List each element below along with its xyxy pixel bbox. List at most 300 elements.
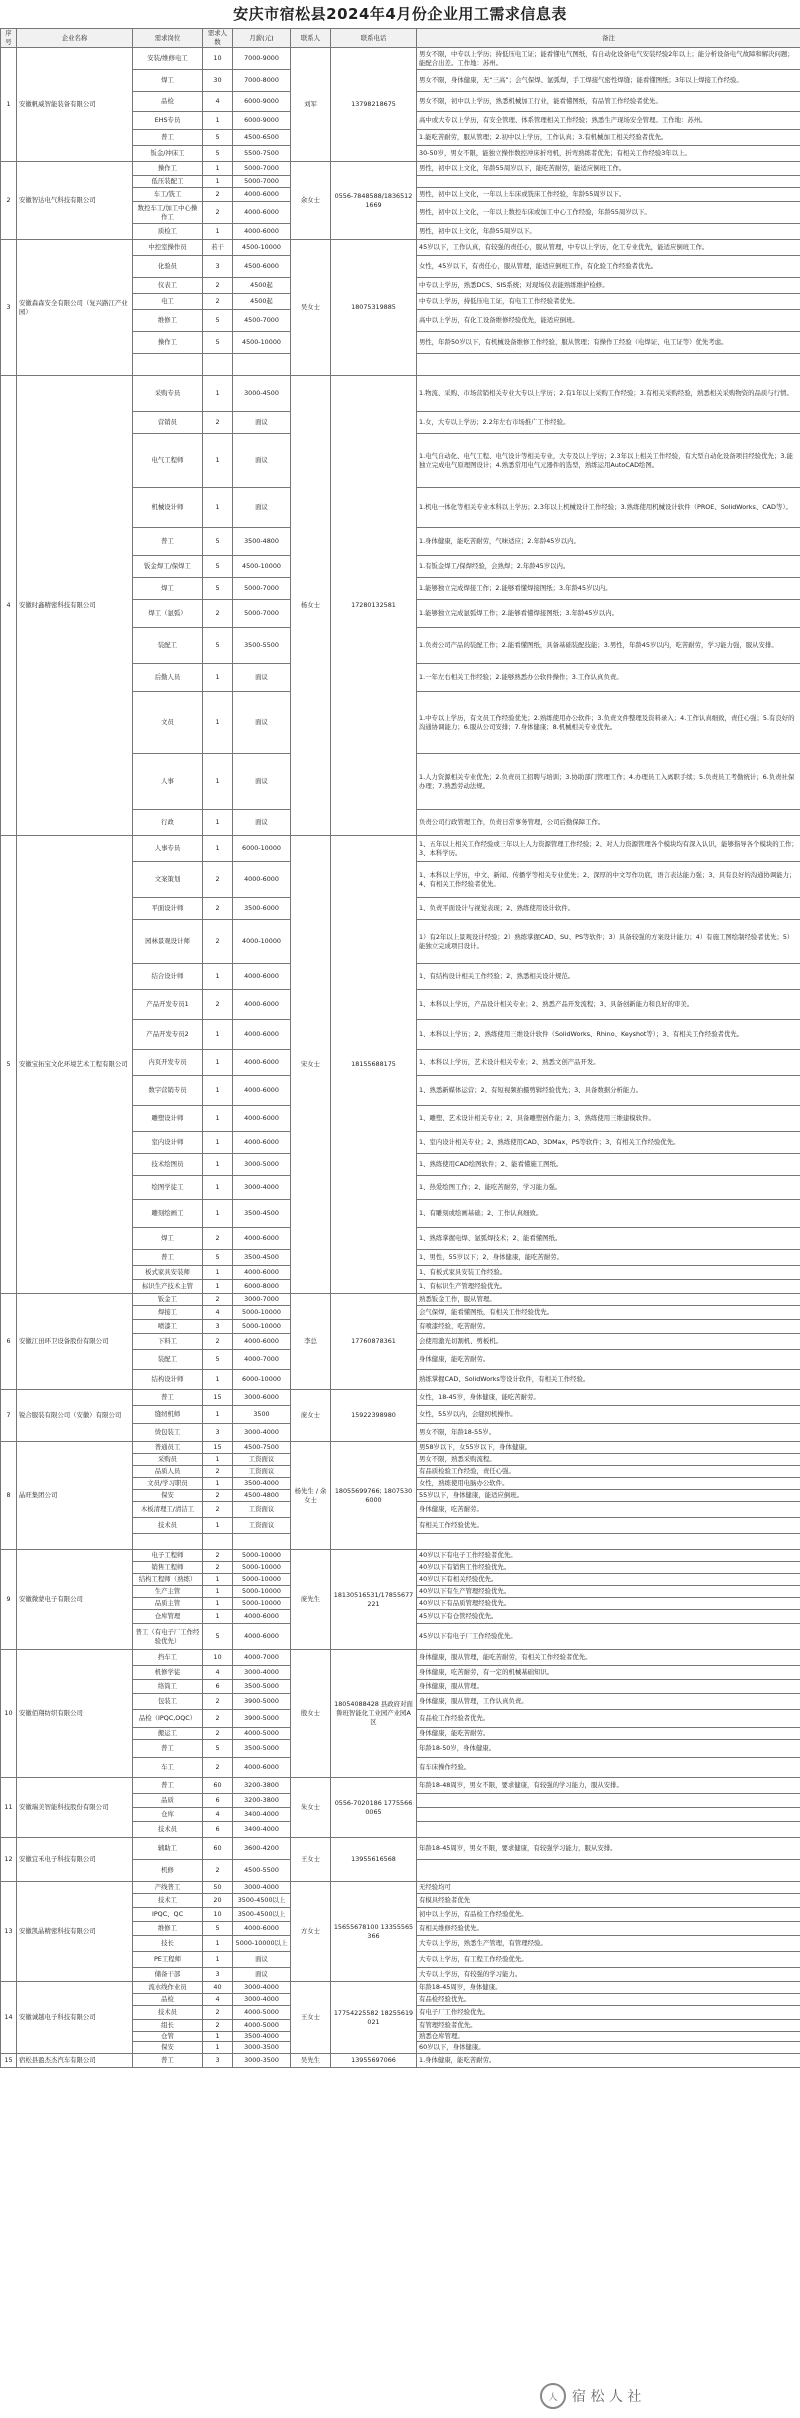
job-salary: 面议 [233,692,291,754]
contact-person: 余女士 [291,162,331,240]
job-title: 储备干部 [133,1968,203,1982]
job-title: 普工（有电子厂工作经验优先） [133,1624,203,1650]
row-number: 7 [1,1390,17,1442]
job-count: 10 [203,1650,233,1666]
job-title: 钣金工 [133,1294,203,1306]
contact-person: 刘军 [291,48,331,162]
job-count: 4 [203,92,233,112]
header-job: 需求岗位 [133,29,203,48]
job-note: 初中以上学历，有品检工作经验优先。 [417,1908,800,1922]
contact-person: 王女士 [291,1838,331,1882]
job-salary: 4000-6000 [233,1228,291,1250]
job-title [133,354,203,376]
job-note: 1、本科以上学历，艺术设计相关专业；2、熟悉文创产品开发。 [417,1050,800,1076]
job-title [133,1534,203,1550]
job-salary: 6000-9000 [233,92,291,112]
job-count: 2 [203,1294,233,1306]
row-number: 3 [1,240,17,376]
job-title: 焊接工 [133,1306,203,1320]
job-note: 有管理经验者优先。 [417,2020,800,2032]
job-count: 3 [203,2054,233,2068]
job-salary: 3600-4200 [233,1838,291,1860]
job-note: 高中或大专以上学历，有安全管理、体系管理相关工作经验；熟悉生产现场安全管理。工作地：苏州。 [417,112,800,130]
job-note: 年龄18-50岁，身体健康。 [417,1740,800,1758]
job-title: 文员/学习职员 [133,1478,203,1490]
job-count: 1 [203,1076,233,1106]
job-title: 数字营销专员 [133,1076,203,1106]
job-note [417,354,800,376]
job-count: 2 [203,1550,233,1562]
job-count: 3 [203,256,233,278]
job-salary: 5000-10000 [233,1320,291,1334]
job-salary: 5000-10000 [233,1562,291,1574]
job-title: 产线普工 [133,1882,203,1894]
job-count: 2 [203,412,233,434]
contact-person: 王女士 [291,1982,331,2054]
contact-person: 方女士 [291,1882,331,1982]
job-note: 45岁以下有电子厂工作经验优先。 [417,1624,800,1650]
job-salary: 4500-6000 [233,256,291,278]
job-note: 1、雕塑、艺术设计相关专业；2、具备雕塑创作能力；3、熟练使用三维建模软件。 [417,1106,800,1132]
job-count: 2 [203,600,233,628]
job-title: 维修工 [133,310,203,332]
job-title: 文员 [133,692,203,754]
job-count: 5 [203,1922,233,1936]
job-title: 质检工 [133,224,203,240]
job-title: 技术工 [133,1894,203,1908]
contact-phone: 13798218675 [331,48,417,162]
job-count: 1 [203,1598,233,1610]
job-note: 1.一年左右相关工作经验；2.能够熟悉办公软件操作；3.工作认真负责。 [417,664,800,692]
job-title: 仓库管理 [133,1610,203,1624]
job-salary: 6000-10000 [233,1370,291,1390]
job-title: IPQC、QC [133,1908,203,1922]
job-count: 2 [203,2006,233,2020]
job-count: 2 [203,1502,233,1518]
job-count: 1 [203,1154,233,1176]
job-note [417,176,800,188]
contact-phone: 15655678100 13355565366 [331,1882,417,1982]
job-note: 男性，初中以上文化，年龄55周岁以下。 [417,224,800,240]
job-salary: 工资面议 [233,1454,291,1466]
job-table [0,28,800,2068]
company-name: 安徽佰翔纺织有限公司 [17,1650,133,1778]
job-count: 1 [203,754,233,810]
job-title: 雕刻绘画工 [133,1200,203,1228]
job-count: 1 [203,1406,233,1424]
job-count: 10 [203,1908,233,1922]
job-count: 5 [203,556,233,578]
job-title: 烫包装工 [133,1424,203,1442]
job-note: 1、五年以上相关工作经验或三年以上人力资源管理工作经验；2、对人力资源管理各个模块均有深入认识，能够指导各个模块的工作；3、本科学历。 [417,836,800,862]
job-salary: 面议 [233,434,291,488]
job-note: 会使用激光切割机、剪板机。 [417,1334,800,1350]
table-row [1,1294,800,1306]
job-salary: 3500-4500以上 [233,1894,291,1908]
job-count: 1 [203,964,233,990]
job-title: 数控车工/加工中心操作工 [133,202,203,224]
row-number: 8 [1,1442,17,1550]
job-count: 1 [203,810,233,836]
job-title: 机修学徒 [133,1666,203,1680]
job-salary: 4000-6000 [233,1758,291,1778]
job-salary: 面议 [233,754,291,810]
header-contact: 联系人 [291,29,331,48]
job-count: 1 [203,162,233,176]
job-salary: 4000-6000 [233,1624,291,1650]
contact-phone: 13955616568 [331,1838,417,1882]
contact-phone: 18054088428 县政府对面鲁班智能化工业园产业园A区 [331,1650,417,1778]
job-count: 2 [203,1710,233,1728]
job-title: 安装/维修电工 [133,48,203,70]
job-salary: 4000-7000 [233,1350,291,1370]
job-title: 人事专员 [133,836,203,862]
row-number: 6 [1,1294,17,1390]
job-note: 有车床操作经验。 [417,1758,800,1778]
job-count: 2 [203,1694,233,1710]
job-salary: 3000-4000 [233,1994,291,2006]
job-title: 车工 [133,1758,203,1778]
job-note: 1、本科以上学历；2、熟练使用三维设计软件（SolidWorks、Rhino、Keyshot等）；3、有相关工作经验者优先。 [417,1020,800,1050]
contact-phone: 18055699766; 18075306000 [331,1442,417,1550]
contact-phone: 17754225582 18255619021 [331,1982,417,2054]
job-salary: 6000-8000 [233,1280,291,1294]
watermark-logo-icon: 人 [540,2383,566,2409]
job-count: 6 [203,1794,233,1808]
job-count: 2 [203,990,233,1020]
contact-person: 吴女士 [291,240,331,376]
job-title: 下料工 [133,1334,203,1350]
contact-person: 朱女士 [291,1778,331,1838]
job-title: 雕塑设计师 [133,1106,203,1132]
job-title: 焊工 [133,578,203,600]
job-title: 结构工程师（熟练） [133,1574,203,1586]
job-title: 园林景观设计师 [133,920,203,964]
job-count: 1 [203,1952,233,1968]
job-count: 1 [203,1106,233,1132]
job-note: 中专以上学历，熟悉DCS、SIS系统；对现场仪表能熟练维护检修。 [417,278,800,294]
job-title: 钣金焊工/保焊工 [133,556,203,578]
job-note: 熟练掌握CAD、SolidWorks等设计软件，有相关工作经验。 [417,1370,800,1390]
table-row [1,1442,800,1454]
job-note: 40岁以下有生产管理经验优先。 [417,1586,800,1598]
job-salary: 3500-5000 [233,1680,291,1694]
job-count: 3 [203,1424,233,1442]
job-title: 包装工 [133,1694,203,1710]
job-note: 45岁以下，工作认真，有较强的责任心，服从管理，中专以上学历，化工专业优先，能适应倒班工作。 [417,240,800,256]
job-note: 大专以上学历，有工程工作经验优先。 [417,1952,800,1968]
job-note: 1、本科以上学历，产品设计相关专业；2、熟悉产品开发流程；3、具备创新能力和良好的审美。 [417,990,800,1020]
job-salary: 3000-4000 [233,1882,291,1894]
job-note: 1.女，大专以上学历；2.2年左右市场推广工作经验。 [417,412,800,434]
job-count: 20 [203,1894,233,1908]
job-count: 1 [203,664,233,692]
job-salary: 4000-6000 [233,990,291,1020]
job-count: 2 [203,2020,233,2032]
job-title: 仓管 [133,2032,203,2042]
job-salary: 4500-7000 [233,310,291,332]
row-number: 1 [1,48,17,162]
job-note: 1、男性，55岁以下；2、身体健康，能吃苦耐劳。 [417,1250,800,1266]
contact-person: 杨女士 [291,376,331,836]
job-note [417,1860,800,1882]
job-salary: 4500-4800 [233,1490,291,1502]
job-salary: 面议 [233,412,291,434]
job-count: 1 [203,376,233,412]
job-count: 50 [203,1882,233,1894]
table-row [1,836,800,862]
job-salary: 3400-4000 [233,1822,291,1838]
job-title: 焊工 [133,70,203,92]
job-count: 1 [203,1936,233,1952]
job-note: 熟悉仓库管理。 [417,2032,800,2042]
job-salary: 4000-6000 [233,188,291,202]
job-note: 男女不限，年龄18-55岁。 [417,1424,800,1442]
job-count: 2 [203,1334,233,1350]
job-note: 有品检工作经验者优先。 [417,1710,800,1728]
job-count: 2 [203,278,233,294]
job-title: 普工 [133,1250,203,1266]
header-phone: 联系电话 [331,29,417,48]
job-salary: 5000-10000 [233,1586,291,1598]
job-count: 5 [203,1250,233,1266]
job-note: 男女不限，初中以上学历，熟悉机械加工行业，能看懂图纸，有品管工作经验者优先。 [417,92,800,112]
job-count: 5 [203,332,233,354]
job-salary [233,1534,291,1550]
job-salary: 3200-3800 [233,1778,291,1794]
job-title: 普工 [133,2054,203,2068]
job-salary: 4000-6000 [233,1334,291,1350]
job-count: 4 [203,1808,233,1822]
header-no: 序号 [1,29,17,48]
job-salary: 4000-6000 [233,1922,291,1936]
job-title: 品检 [133,1994,203,2006]
job-count: 1 [203,1050,233,1076]
row-number: 15 [1,2054,17,2068]
job-title: 车工/铣工 [133,188,203,202]
job-salary: 4000-6000 [233,964,291,990]
job-note: 女性，45岁以下，有责任心，服从管理，能适应倒班工作，有化验工作经验者优先。 [417,256,800,278]
contact-person: 庞女士 [291,1390,331,1442]
job-note: 有电子厂工作经验优先。 [417,2006,800,2020]
job-note: 身体健康，能吃苦耐劳。 [417,1350,800,1370]
job-salary: 4500-10000 [233,556,291,578]
job-note [417,1822,800,1838]
job-note: 中专以上学历，持低压电工证，有电工工作经验者优先。 [417,294,800,310]
job-count: 1 [203,1478,233,1490]
job-salary: 4000-10000 [233,920,291,964]
contact-phone: 13955697066 [331,2054,417,2068]
job-salary: 4500-5500 [233,1860,291,1882]
job-title: PE工程师 [133,1952,203,1968]
row-number: 10 [1,1650,17,1778]
job-note: 身体健康，服从管理，工作认真负责。 [417,1694,800,1710]
job-note: 有品质检验工作经验，责任心强。 [417,1466,800,1478]
job-note: 1、熟悉新媒体运营；2、有短视频拍摄剪辑经验优先；3、具备数据分析能力。 [417,1076,800,1106]
job-title: 后勤人员 [133,664,203,692]
job-salary: 3000-5000 [233,1154,291,1176]
job-count: 3 [203,1320,233,1334]
job-title: 文案策划 [133,862,203,898]
job-count: 2 [203,1466,233,1478]
job-note: 年龄18-48周岁，男女不限，要求健康，有较强的学习能力，服从安排。 [417,1778,800,1794]
job-salary: 3000-4000 [233,1666,291,1680]
job-salary: 4000-6000 [233,1132,291,1154]
job-salary: 面议 [233,810,291,836]
job-note: 女性，55岁以内，会缝纫机操作。 [417,1406,800,1424]
job-salary: 5000-7000 [233,162,291,176]
job-count: 2 [203,1860,233,1882]
table-row [1,1390,800,1406]
table-row [1,1982,800,1994]
job-salary: 面议 [233,488,291,528]
job-title: 普工 [133,1390,203,1406]
job-salary: 4000-6000 [233,202,291,224]
job-count: 2 [203,862,233,898]
job-count [203,1534,233,1550]
job-count: 1 [203,1176,233,1200]
table-row [1,1778,800,1794]
job-title: 电子工程师 [133,1550,203,1562]
job-title: 挡车工 [133,1650,203,1666]
job-note: 身体健康，服从管理，能吃苦耐劳，有相关工作经验者优先。 [417,1650,800,1666]
row-number: 2 [1,162,17,240]
job-title: 保安 [133,1490,203,1502]
job-note: 40岁以下有相关经验优先。 [417,1574,800,1586]
job-title: 营销员 [133,412,203,434]
company-name: 晶旺集团公司 [17,1442,133,1550]
company-name: 安徽瑞美智能科技股份有限公司 [17,1778,133,1838]
job-salary: 3000-4500 [233,376,291,412]
header-count: 需求人数 [203,29,233,48]
job-title: 技术员 [133,1822,203,1838]
job-title: 绘图学徒工 [133,1176,203,1200]
job-note: 1、有雕刻或绘画基础；2、工作认真细致。 [417,1200,800,1228]
job-count: 2 [203,920,233,964]
job-count: 1 [203,2032,233,2042]
contact-person: 杨先生 / 余女士 [291,1442,331,1550]
job-note: 1.能够独立完成焊接工作；2.能够看懂焊接图纸；3.年龄45岁以内。 [417,578,800,600]
job-title: 行政 [133,810,203,836]
table-row [1,162,800,176]
row-number: 12 [1,1838,17,1882]
job-salary: 3500-4800 [233,528,291,556]
job-salary: 工资面议 [233,1502,291,1518]
job-note: 年龄18-45周岁，男女不限，要求健康，有较强学习能力，服从安排。 [417,1838,800,1860]
job-salary: 6000-10000 [233,836,291,862]
contact-person: 李总 [291,1294,331,1390]
job-salary: 3500-4000 [233,1478,291,1490]
job-title: 钣金/冲床工 [133,146,203,162]
contact-person: 庞先生 [291,1550,331,1650]
job-title: 机修 [133,1860,203,1882]
job-note: 1.电气自动化、电气工程、电气设计等相关专业，大专及以上学历；2.3年以上相关工作经验，有大型自动化设备项目经验优先；3.能独立完成电气原理图设计；4.熟悉常用电气元器件的选型，熟练运用AutoCAD绘图。 [417,434,800,488]
job-note: 会气保焊，能看懂图纸，有相关工作经验优先。 [417,1306,800,1320]
job-title: 组长 [133,2020,203,2032]
job-note: 有相关工作经验优先。 [417,1518,800,1534]
job-title: 机械设计师 [133,488,203,528]
job-count [203,354,233,376]
job-count: 2 [203,202,233,224]
job-salary: 4500-7500 [233,1442,291,1454]
job-salary: 3500-6000 [233,898,291,920]
job-note: 男性，年龄50岁以下，有机械设备维修工作经验，服从管理；有操作工经验（电焊证、电工证等）优先考虑。 [417,332,800,354]
job-title: 结构设计师 [133,1370,203,1390]
job-note: 大专以上学历，有较强的学习能力。 [417,1968,800,1982]
job-count: 1 [203,836,233,862]
job-salary: 4500起 [233,278,291,294]
job-title: 技长 [133,1936,203,1952]
table-row [1,48,800,70]
job-salary: 4000-5000 [233,2020,291,2032]
job-title: 标识生产技术主管 [133,1280,203,1294]
job-note: 1、负责平面设计与视觉表现；2、熟练使用设计软件。 [417,898,800,920]
job-note: 男性，初中以上文化，一年以上车床或铣床工作经验，年龄55周岁以下。 [417,188,800,202]
table-body [1,48,800,2068]
job-note: 1.负责公司产品的装配工作；2.能看懂图纸，具备基础装配技能；3.男性，年龄45岁以内，吃苦耐劳，学习能力强，服从安排。 [417,628,800,664]
table-header-row [1,29,800,48]
job-note: 40岁以下有品质管理经验优先。 [417,1598,800,1610]
job-title: 技术员 [133,1518,203,1534]
job-count: 6 [203,1822,233,1838]
job-title: 普通员工 [133,1442,203,1454]
company-name: 安徽诚越电子科技有限公司 [17,1982,133,2054]
job-note: 1、室内设计相关专业；2、熟练使用CAD、3DMax、PS等软件；3、有相关工作经验优先。 [417,1132,800,1154]
job-salary: 3500-4500 [233,1250,291,1266]
job-count: 1 [203,2042,233,2054]
job-count: 5 [203,1740,233,1758]
job-title: 板式家具安装师 [133,1266,203,1280]
company-name: 锐合服装有限公司（安徽）有限公司 [17,1390,133,1442]
table-row [1,1882,800,1894]
job-title: 中控室操作员 [133,240,203,256]
job-salary [233,354,291,376]
job-salary: 5000-7000 [233,176,291,188]
job-title: 仓库 [133,1808,203,1822]
job-note: 身体健康，服从管理。 [417,1680,800,1694]
header-note: 备注 [417,29,800,48]
contact-person: 宋女士 [291,836,331,1294]
job-salary: 4000-6000 [233,224,291,240]
row-number: 14 [1,1982,17,2054]
job-title: 人事 [133,754,203,810]
company-name: 安徽宝拓宝文化环境艺术工程有限公司 [17,836,133,1294]
job-count: 1 [203,692,233,754]
job-count: 3 [203,1968,233,1982]
job-title: 内页开发专员 [133,1050,203,1076]
job-note: 1.机电一体化等相关专业本科以上学历；2.3年以上机械设计工作经验；3.熟练使用机械设计软件（PROE、SolidWorks、CAD等）。 [417,488,800,528]
job-title: 品质主管 [133,1598,203,1610]
job-note: 1）有2年以上景观设计经验；2）熟练掌握CAD、SU、PS等软件；3）具备较强的方案设计能力；4）有施工图绘制经验者优先；5）能独立完成项目设计。 [417,920,800,964]
job-title: EHS专员 [133,112,203,130]
job-title: 络筒工 [133,1680,203,1694]
job-count: 4 [203,1306,233,1320]
job-note: 年龄18-45周岁，身体健康。 [417,1982,800,1994]
job-count: 30 [203,70,233,92]
job-title: 维修工 [133,1922,203,1936]
job-salary: 4000-6000 [233,1050,291,1076]
job-count: 5 [203,146,233,162]
job-count: 2 [203,188,233,202]
job-salary: 工资面议 [233,1466,291,1478]
job-note: 1、有结构设计相关工作经验；2、熟悉相关设计规范。 [417,964,800,990]
job-count: 4 [203,1994,233,2006]
job-title: 技术绘图员 [133,1154,203,1176]
job-title: 装配工 [133,628,203,664]
job-note: 1.能吃苦耐劳，服从管理；2.初中以上学历，工作认真；3.有机械加工相关经验者优先。 [417,130,800,146]
company-name: 安徽智达电气科技有限公司 [17,162,133,240]
job-salary: 3200-3800 [233,1794,291,1808]
